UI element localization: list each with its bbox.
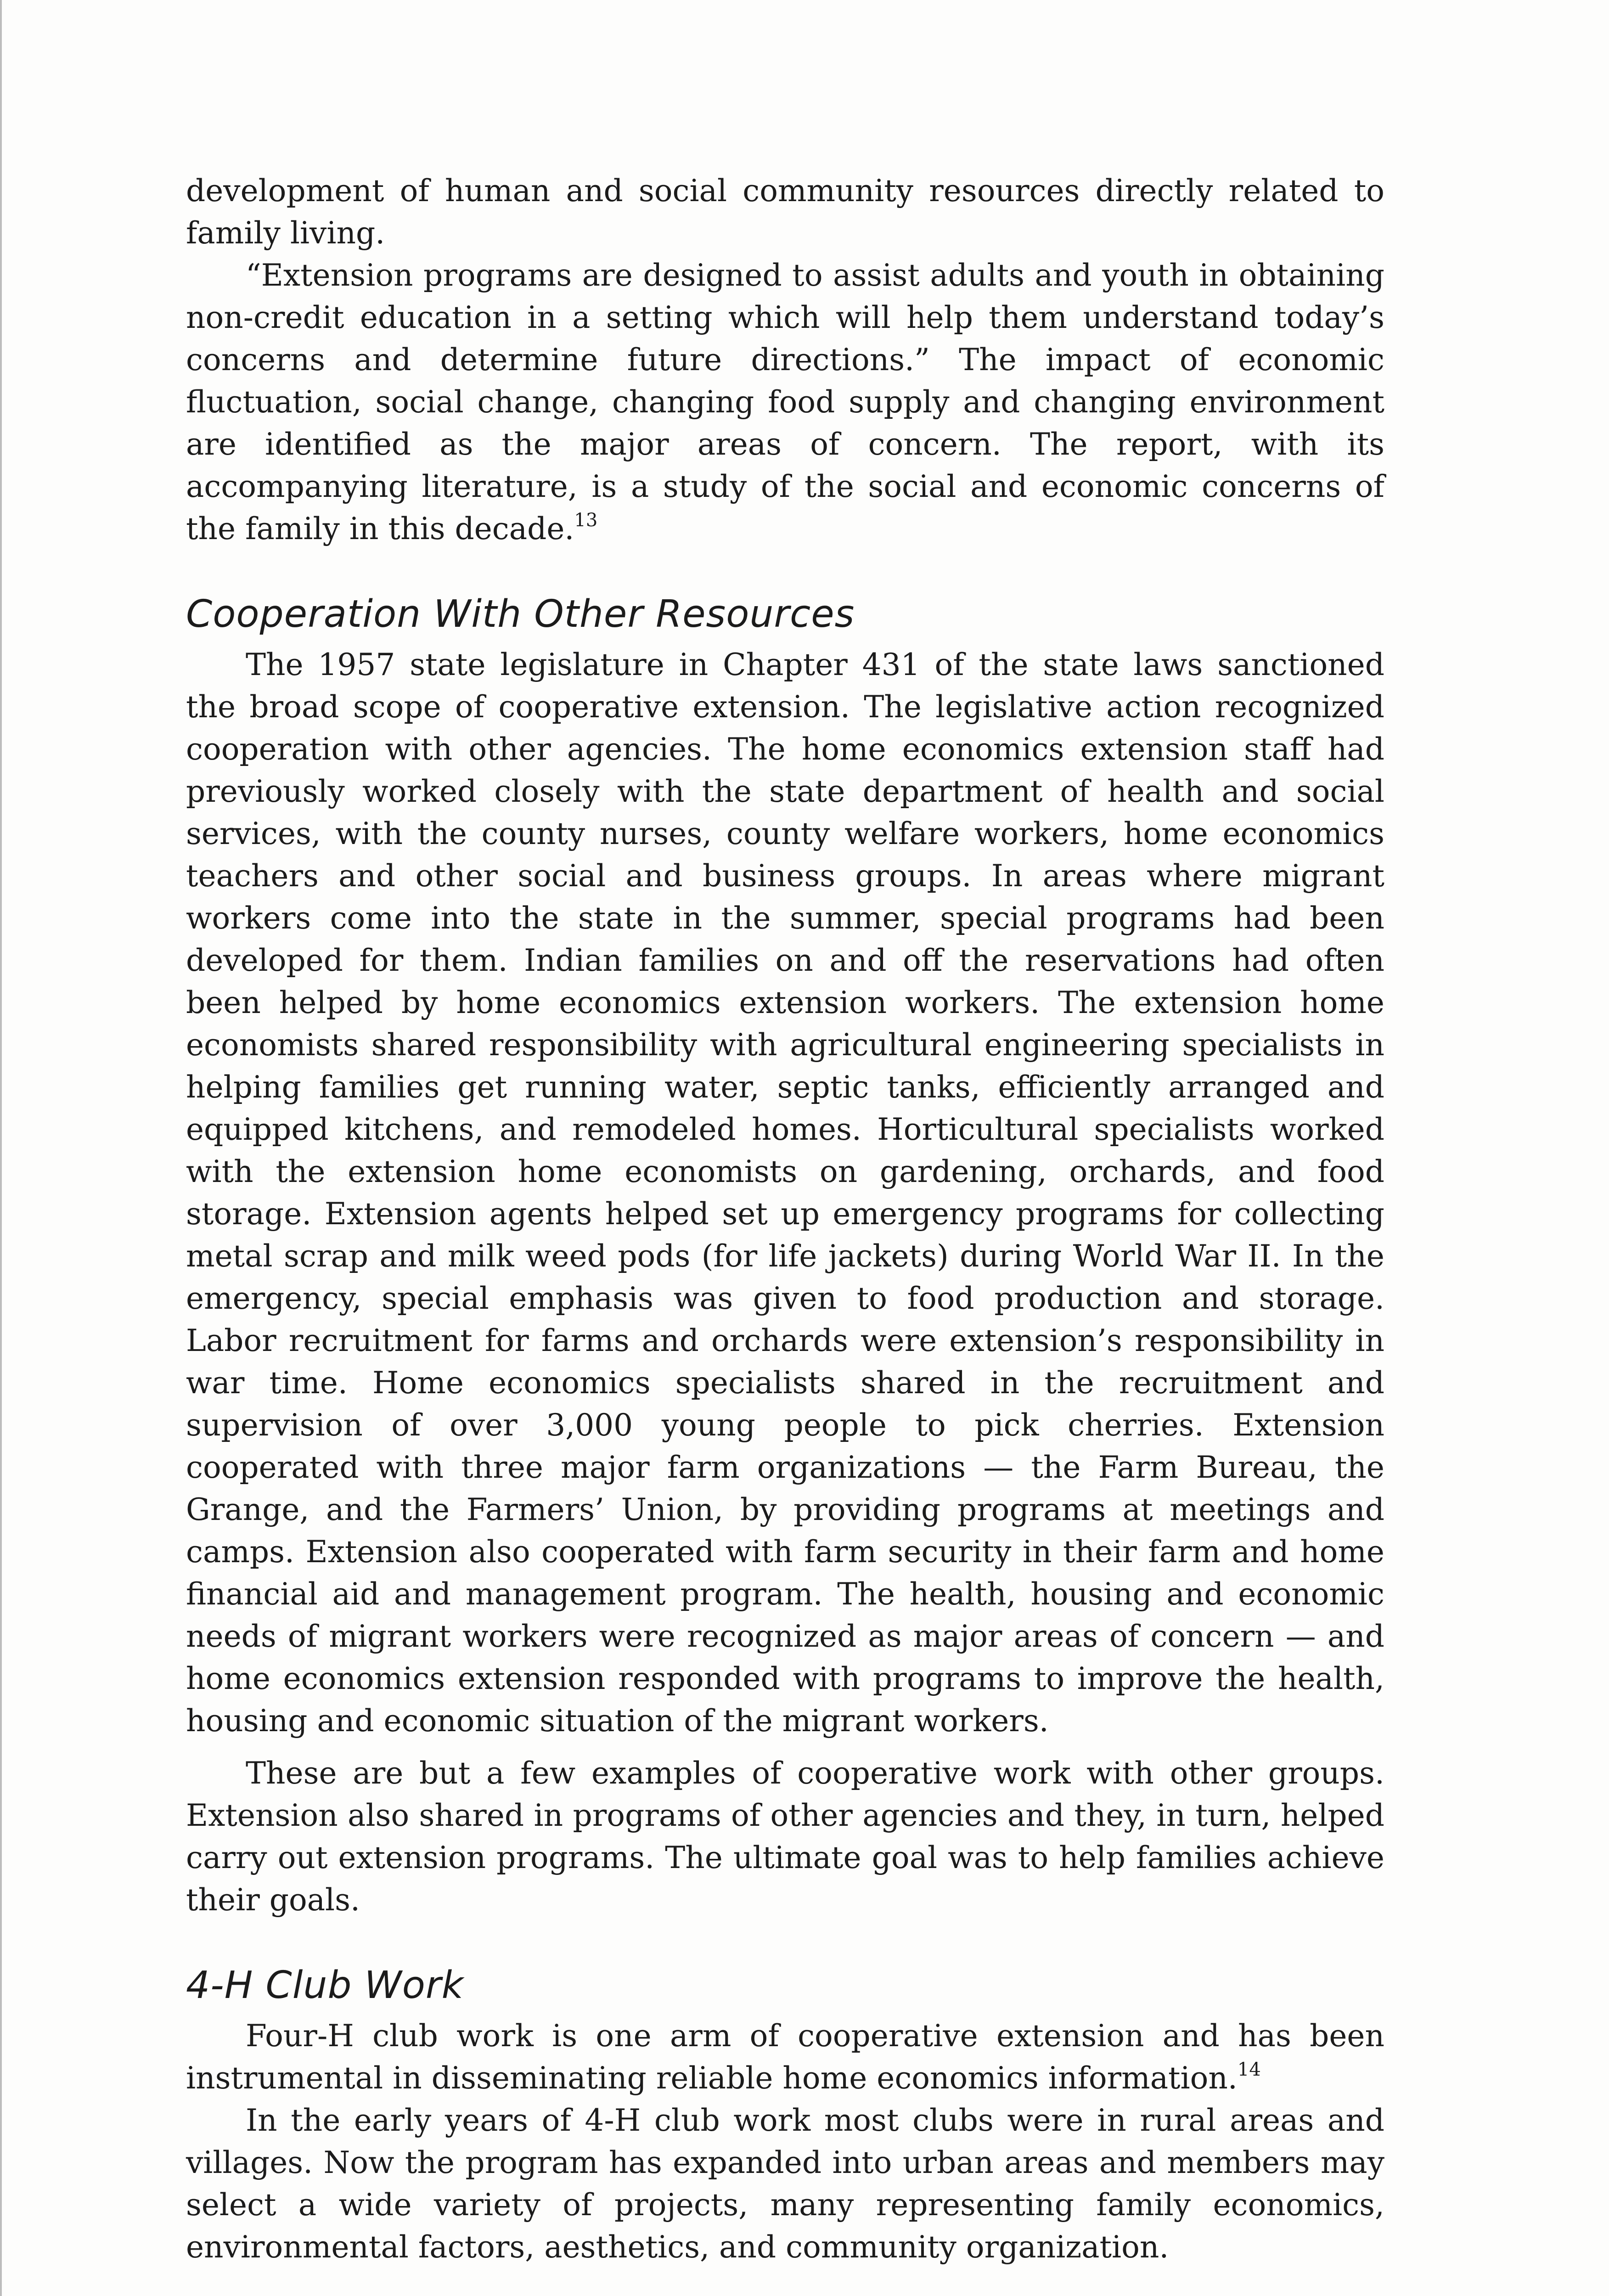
intro-paragraph-tail: development of human and social community resources directly related to family living. (186, 173, 1384, 251)
scan-left-edge (0, 0, 2, 2296)
footnote-13: 13 (574, 510, 598, 531)
4h-paragraph-2: In the early years of 4-H club work most clubs were in rural areas and villages. Now the program has expanded into urban areas and members may select a wide variety of projects, many representing family economics, environmental factors, aesthetics, and community organization. (186, 2103, 1384, 2265)
extension-quote-paragraph (186, 254, 1384, 550)
section-heading-cooperation: Cooperation With Other Resources (186, 592, 855, 636)
4h-paragraph-1 (186, 2015, 1384, 2099)
section-heading-4h: 4-H Club Work (186, 1964, 464, 2007)
extension-quote-text: “Extension programs are designed to assist adults and youth in obtaining non-credit education in a setting which will help them understand today’s concerns and determine future directions.” The impact of economic fluctuation, social change, changing food supply and changing environment are identified as the major areas of concern. The report, with its accompanying literature, is a study of the social and economic concerns of the family in this decade. (186, 258, 1384, 546)
cooperation-paragraph-1: The 1957 state legislature in Chapter 431 of the state laws sanctioned the broad scope of cooperative extension. The legislative action recognized cooperation with other agencies. The home economics extension staff had previously worked closely with the state department of health and social services, with the county nurses, county welfare workers, home economics teachers and other social and business groups. In areas where migrant workers come into the state in the summer, special programs had been developed for them. Indian families on and off the reservations had often been helped by home economics extension workers. The extension home economists shared responsibility with agricultural engineering specialists in helping families get running water, septic tanks, efficiently arranged and equipped kitchens, and remodeled homes. Horticultural specialists worked with the extension home economists on gardening, orchards, and food storage. Extension agents helped set up emergency programs for collecting metal scrap and milk weed pods (for life jackets) during World War II. In the emergency, special emphasis was given to food production and storage. Labor recruitment for farms and orchards were extension’s responsibility in war time. Home economics specialists shared in the recruitment and supervision of over 3,000 young people to pick cherries. Extension cooperated with three major farm organizations — the Farm Bureau, the Grange, and the Farmers’ Union, by providing programs at meetings and camps. Extension also cooperated with farm security in their farm and home financial aid and management program. The health, housing and economic needs of migrant workers were recognized as major areas of concern — and home economics extension responded with programs to improve the health, housing and economic situation of the migrant workers. (186, 647, 1384, 1739)
footnote-14: 14 (1237, 2059, 1261, 2080)
4h-paragraph-1-text: Four-H club work is one arm of cooperative extension and has been instrumental in disseminating reliable home economics information. (186, 2018, 1384, 2096)
cooperation-paragraph-2: These are but a few examples of cooperative work with other groups. Extension also shared in programs of other agencies and they, in turn, helped carry out extension programs. The ultimate goal was to help families achieve their goals. (186, 1756, 1384, 1918)
body-text (186, 170, 1384, 2268)
